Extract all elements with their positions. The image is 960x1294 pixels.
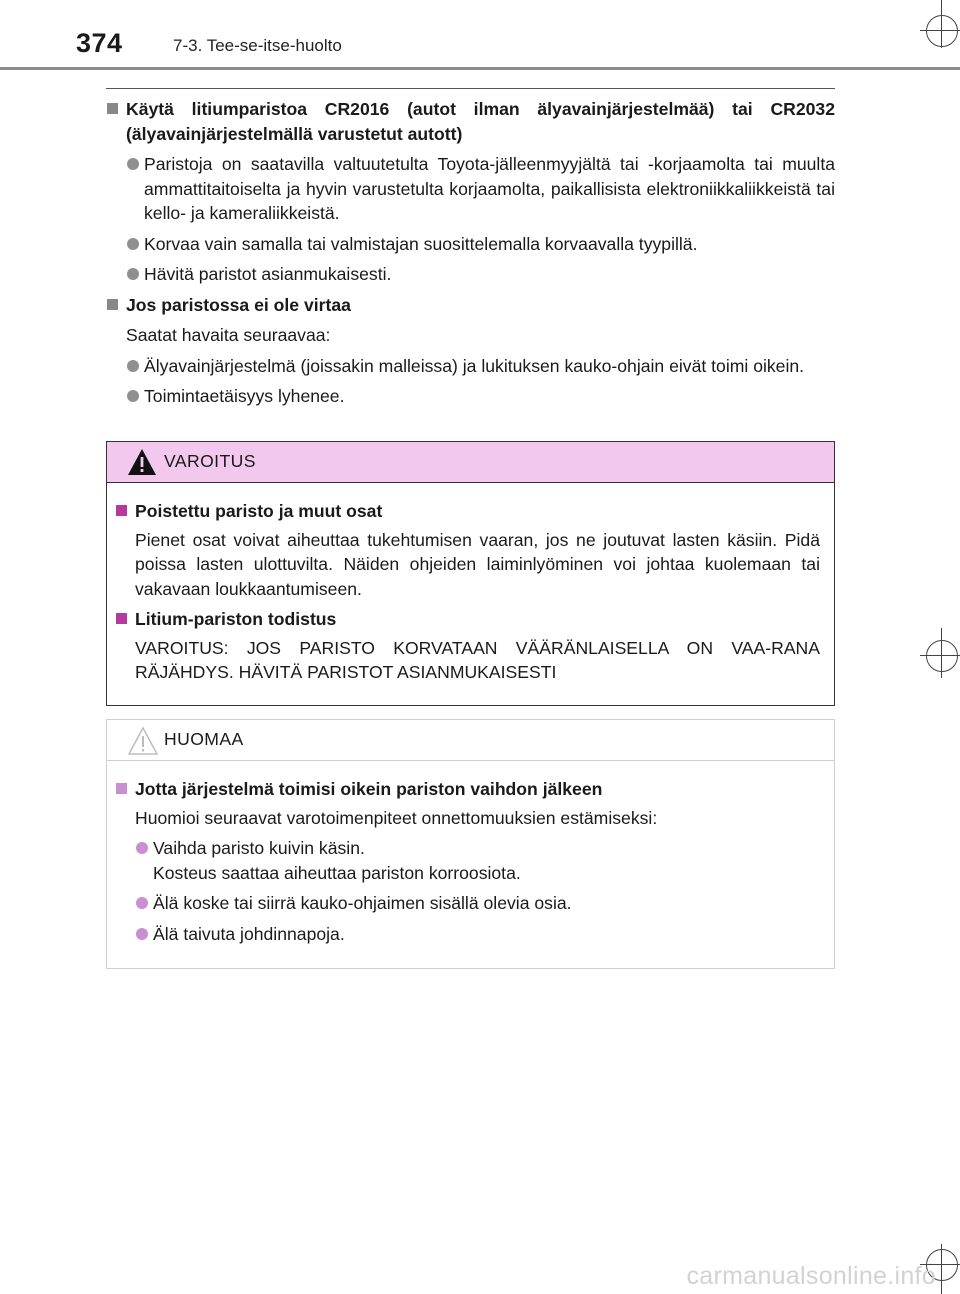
square-bullet-icon [107,103,118,114]
list-item-text: Älyavainjärjestelmä (joissakin malleissa) ja lukituksen kauko-ohjain eivät toimi oikein. [144,355,805,376]
list-item [115,922,820,947]
square-bullet-icon [116,783,127,794]
circle-bullet-icon [127,238,139,250]
heading-text: Käytä litiumparistoa CR2016 (autot ilman älyavainjärjestelmää) tai CR2032 (älyavainjärjestelmällä varustetut autott) [126,99,835,144]
warning-item-text: VAROITUS: JOS PARISTO KORVATAAN VÄÄRÄNLAISELLA ON VAA-RANA RÄJÄHDYS. HÄVITÄ PARISTOT ASIANMUKAISESTI [135,637,820,682]
main-content [106,97,835,415]
square-bullet-icon [116,613,127,624]
circle-bullet-icon [127,268,139,280]
circle-bullet-icon [127,158,139,170]
notice-intro: Huomioi seuraavat varotoimenpiteet onnettomuuksien estämiseksi: [135,807,658,828]
list-item-text: Älä taivuta johdinnapoja. [153,923,345,944]
heading-text: Jotta järjestelmä toimisi oikein pariston vaihdon jälkeen [135,779,603,799]
list-item [106,152,835,226]
notice-title: HUOMAA [164,729,244,749]
section-heading-battery-type [106,97,835,146]
list-item-subtext: Kosteus saattaa aiheuttaa pariston korroosiota. [153,862,521,883]
circle-bullet-icon [136,842,148,854]
warning-box-body [107,483,834,705]
page-number: 374 [76,28,123,58]
list-item [115,836,820,885]
warning-box [106,441,835,706]
notice-box-header [107,720,834,761]
warning-item-heading [115,607,820,632]
warning-box-header [107,442,834,483]
square-bullet-icon [116,505,127,516]
warning-item-text: Pienet osat voivat aiheuttaa tukehtumisen vaaran, jos ne joutuvat lasten käsiin. Pidä poissa lasten ulottuvilta. Näiden ohjeiden laiminlyöminen voi johtaa kuolemaan tai vakavaan loukkaantumiseen. [135,529,820,599]
circle-bullet-icon [136,897,148,909]
caution-outline-icon [127,726,159,756]
watermark: carmanualsonline.info [686,1262,936,1290]
content-top-rule [106,88,835,89]
warning-title: VAROITUS [164,451,256,471]
list-item [106,262,835,287]
section-heading-no-power [106,293,835,318]
section-intro: Saatat havaita seuraavaa: [126,325,331,345]
circle-bullet-icon [127,360,139,372]
list-item [106,232,835,257]
warning-triangle-icon [127,448,157,476]
notice-box-body [107,761,834,966]
heading-text: Jos paristossa ei ole virtaa [126,294,351,315]
list-item-text: Toimintaetäisyys lyhenee. [144,386,345,406]
list-item-text: Älä koske tai siirrä kauko-ohjaimen sisällä olevia osia. [153,893,572,913]
heading-text: Poistettu paristo ja muut osat [135,501,383,521]
list-item-text: Vaihda paristo kuivin käsin. [153,838,365,858]
circle-bullet-icon [136,928,148,940]
list-item-text: Paristoja on saatavilla valtuutetulta Toyota-jälleenmyyjältä tai -korjaamolta tai muulta ammattitaitoiselta ja hyvin varustetulta korjaamolta, paikallisista elektroniikkaliikkeistä tai kello- ja kameraliikkeistä. [144,154,835,223]
notice-heading [115,777,820,802]
list-item [106,384,835,409]
square-bullet-icon [107,299,118,310]
list-item-text: Hävitä paristot asianmukaisesti. [144,264,392,284]
heading-text: Litium-pariston todistus [135,609,337,629]
circle-bullet-icon [127,390,139,402]
list-item [115,891,820,916]
warning-item-heading [115,499,820,524]
header-divider [0,67,960,70]
section-title: 7-3. Tee-se-itse-huolto [173,36,342,55]
notice-box [106,719,835,969]
list-item-text: Korvaa vain samalla tai valmistajan suosittelemalla korvaavalla tyypillä. [144,233,698,254]
list-item [106,354,835,379]
